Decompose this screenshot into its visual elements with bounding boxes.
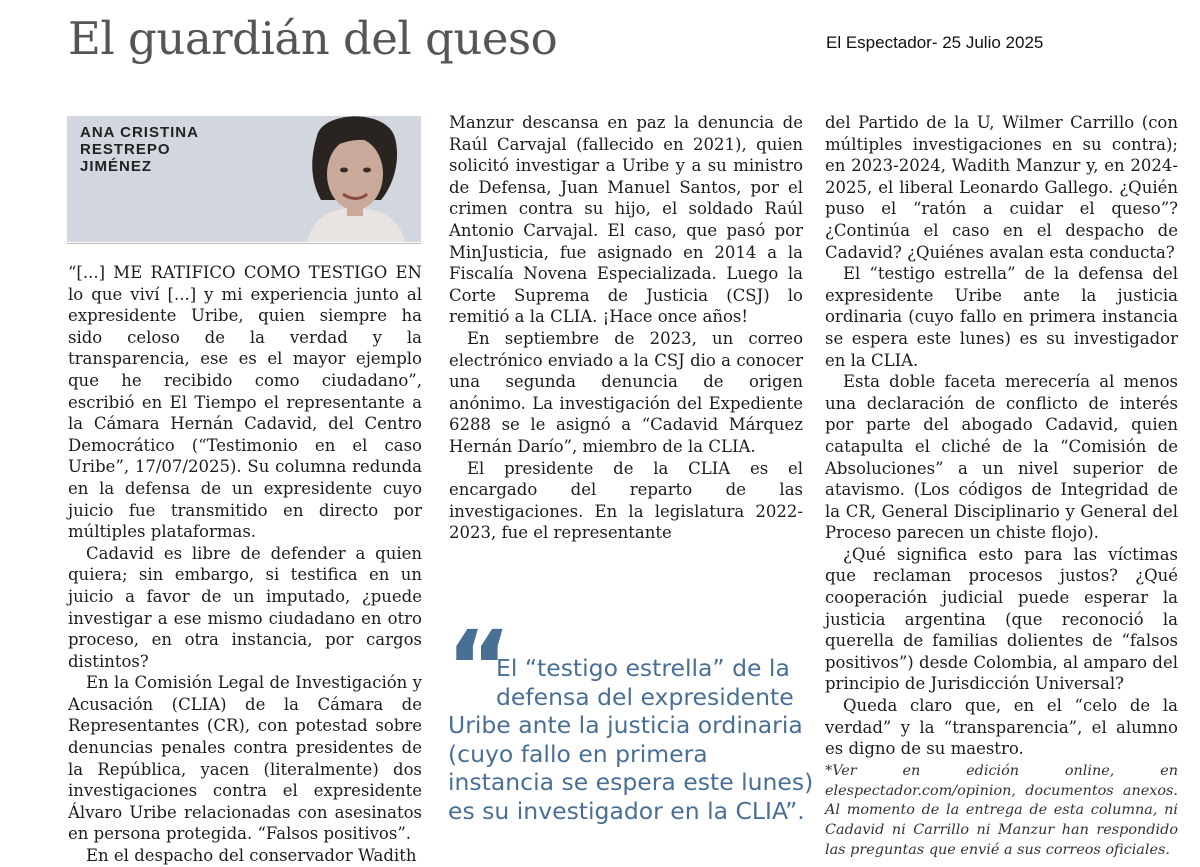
paragraph: En el despacho del conservador Wadith (86, 846, 417, 866)
paragraph: El “testigo estrella” de la defensa del expresidente Uribe ante la justicia ordinaria (cuyo fallo en primera instancia se espera este lunes) es su investigador en la CLIA. (825, 264, 1178, 370)
author-divider (67, 243, 421, 244)
quote-mark-icon: “ (446, 609, 512, 726)
publication-source: El Espectador- 25 Julio 2025 (826, 33, 1044, 52)
author-photo (277, 116, 421, 242)
pull-quote-line: es su investigador en la CLIA”. (448, 796, 805, 825)
author-name (80, 124, 250, 175)
paragraph: Manzur descansa en paz la denuncia de Raúl Carvajal (fallecido en 2021), quien solicitó investigar a Uribe y a su ministro de Defensa, Juan Manuel Santos, por el crimen contra su hijo, el soldado Raúl Antonio Carvajal. El caso, que pasó por MinJusticia, fue asignado en 2014 a la Fiscalía Novena Especializada. Luego la Corte Suprema de Justicia (CSJ) lo remitió a la CLIA. ¡Hace once años! (449, 113, 803, 327)
author-name-line: JIMÉNEZ (80, 158, 153, 175)
paragraph: del Partido de la U, Wilmer Carrillo (con múltiples investigaciones en su contra); en 2023-2024, Wadith Manzur y, en 2024-2025, el liberal Leonardo Gallego. ¿Quién puso el “ratón a cuidar el queso”? ¿Continúa el caso en el despacho de Cadavid? ¿Quiénes avalan esta conducta? (825, 113, 1178, 262)
footnote: *Ver en edición online, en elespectador.com/opinion, documentos anexos. Al momento de la entrega de esta columna, ni Cadavid ni Carrillo ni Manzur han respondido las preguntas que envié a sus correos oficiales. (825, 762, 1178, 858)
paragraph: El presidente de la CLIA es el encargado del reparto de las investigaciones. En la legislatura 2022-2023, fue el representante (449, 458, 803, 543)
pull-quote-line: Uribe ante la justicia ordinaria (448, 711, 803, 739)
paragraph: En la Comisión Legal de Investigación y Acusación (CLIA) de la Cámara de Representantes (CR), con potestad sobre denuncias penales contra presidentes de la República, yacen (literalmente) dos investigaciones contra el expresidente Álvaro Uribe relacionadas con asesinatos en persona protegida. “Falsos positivos”. (68, 673, 422, 844)
author-name-line: ANA CRISTINA (80, 124, 199, 141)
paragraph: Cadavid es libre de defender a quien quiera; sin embargo, si testifica en un juicio a favor de un imputado, ¿puede investigar a ese mismo ciudadano en otro proceso, en otra instancia, por cargos distintos? (68, 543, 422, 671)
paragraph: En septiembre de 2023, un correo electrónico enviado a la CSJ dio a conocer una segunda denuncia de origen anónimo. La investigación del Expediente 6288 se le asignó a “Cadavid Márquez Hernán Darío”, miembro de la CLIA. (449, 328, 803, 456)
author-name-line: RESTREPO (80, 141, 171, 158)
pull-quote-line: (cuyo fallo en primera (448, 739, 708, 768)
author-box (67, 116, 421, 242)
pull-quote-line: defensa del expresidente (496, 682, 794, 711)
paragraph: ¿Qué significa esto para las víctimas que reclaman procesos justos? ¿Qué cooperación judicial puede esperar la justicia argentina (que reconoció la querella de familias dolientes de “falsos positivos”) desde Colombia, al amparo del principio de Jurisdicción Universal? (825, 544, 1178, 694)
paragraph: “[...] ME RATIFICO COMO TESTIGO EN lo que viví [...] y mi experiencia junto al expresidente Uribe, quien siempre ha sido celoso de la verdad y la transparencia, ese es el mayor ejemplo que he recibido como ciudadano”, escribió en El Tiempo el representante a la Cámara Hernán Cadavid, del Centro Democrático (“Testimonio en el caso Uribe”, 17/07/2025). Su columna redunda en la defensa de un expresidente cuyo juicio fue transmitido en directo por múltiples plataformas. (68, 263, 422, 542)
pull-quote (448, 654, 814, 825)
article-column-3 (825, 112, 1178, 858)
paragraph: Queda claro que, en el “celo de la verdad” y la “transparencia”, el alumno es digno de su maestro. (825, 696, 1178, 759)
pull-quote-line: El “testigo estrella” de la (496, 654, 790, 682)
article-column-2 (449, 112, 803, 543)
pull-quote-line: instancia se espera este lunes) (448, 768, 814, 796)
headline: El guardián del queso (68, 12, 558, 65)
paragraph: Esta doble faceta merecería al menos una declaración de conflicto de interés por parte del abogado Cadavid, quien catapulta el cliché de la “Comisión de Absoluciones” a un nivel superior de atavismo. (Los códigos de Integridad de la CR, General Disciplinario y General del Proceso parecen un chiste flojo). (825, 372, 1178, 543)
article-column-1 (68, 262, 422, 866)
